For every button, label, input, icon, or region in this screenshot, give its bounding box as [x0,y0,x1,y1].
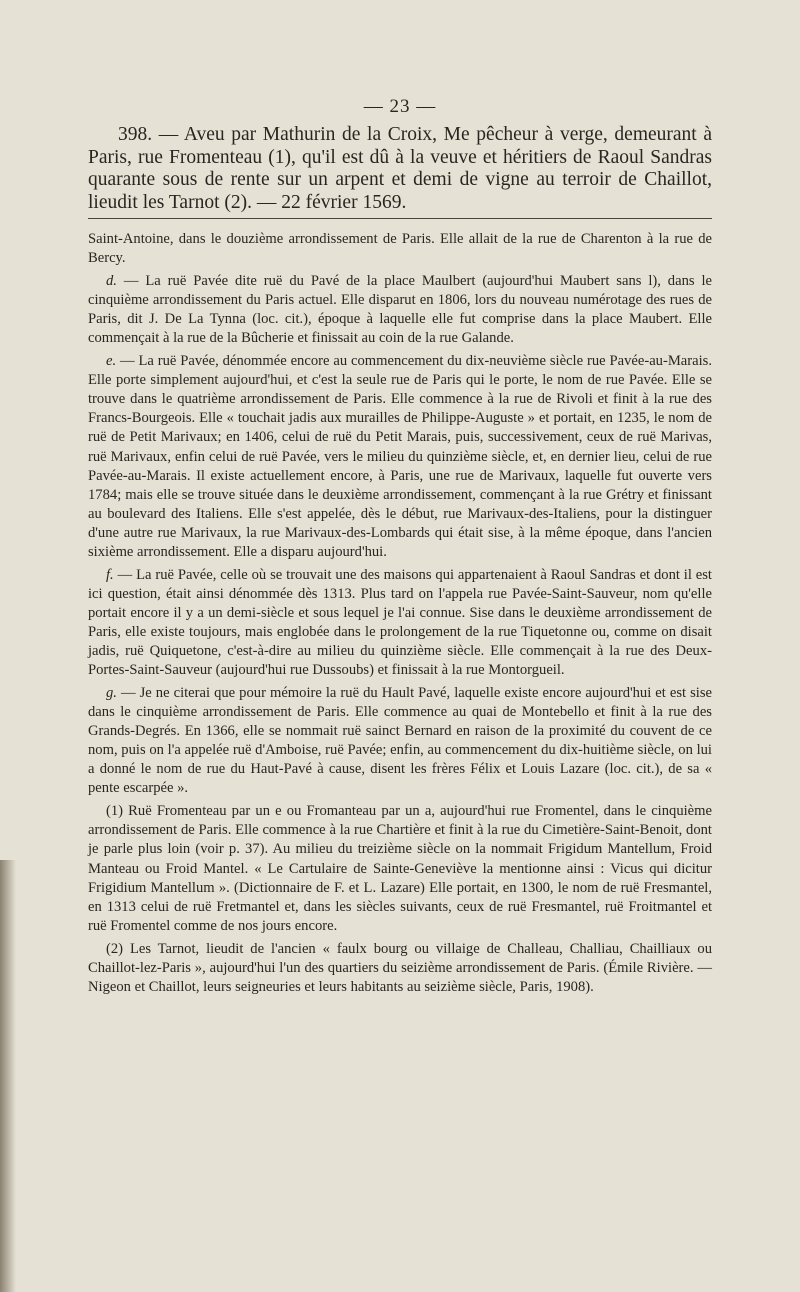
footnote-text: — La ruë Pavée, dénommée encore au commencement du dix-neuvième siècle rue Pavée-au-Marais. Elle porte simplement aujourd'hui, et c'est la seule rue de Paris qui le porte, le nom de rue Pavée. Elle se trouve dans le quatrième arrondissement de Paris. Elle commence à la rue de Rivoli et finit à la rue des Francs-Bourgeois. Elle « touchait jadis aux murailles de Philippe-Auguste » et portait, en 1235, le nom de ruë de Petit Marivaux; en 1406, celui de ruë du Petit Marais, puis, successivement, ceux de ruë Marivas, ruë Marivaux, enfin celui de ruë Pavée, vers le milieu du quinzième siècle, et, en dernier lieu, celui de rue Pavée-au-Marais. Il existe actuellement encore, à Paris, une rue de Marivaux, laquelle fut ouverte vers 1784; mais elle se trouve située dans le deuxième arrondissement, commençant à la rue Grétry et finissant au boulevard des Italiens. Elle s'est appelée, dès le début, rue Marivaux-des-Italiens, pour la distinguer d'une autre rue Marivaux, la rue Marivaux-des-Lombards qui était sise, à la même époque, dans l'ancien sixième arrondissement. Elle a disparu aujourd'hui. [88,353,712,560]
page-edge-shadow [0,860,16,1292]
footnote-text: — La ruë Pavée, celle où se trouvait une des maisons qui appartenaient à Raoul Sandras et dont il est ici question, était ainsi dénommée dès 1313. Plus tard on l'appela rue Pavée-Saint-Sauveur, nom qu'elle portait encore il y a un demi-siècle et sous lequel je l'ai connue. Sise dans le deuxième arrondissement de Paris, elle existe toujours, mais englobée dans le prolongement de la rue Tiquetonne ou, comme on disait jadis, ruë Quiquetone, c'est-à-dire au milieu du quinzième siècle. Elle commençait à la rue des Deux-Portes-Saint-Sauveur (aujourd'hui rue Dussoubs) et finissait à la rue Montorgueil. [88,566,712,679]
footnote-continuation [88,230,712,268]
footnote-label: f. [106,566,114,583]
footnote-d [88,272,712,348]
footnote-e [88,352,712,562]
footnote-g [88,684,712,798]
footnote-2 [88,940,712,997]
footnote-text: Saint-Antoine, dans le douzième arrondissement de Paris. Elle allait de la rue de Charenton à la rue de Bercy. [88,231,712,267]
footnote-text: Ruë Fromenteau par un e ou Fromanteau par un a, aujourd'hui rue Fromentel, dans le cinquième arrondissement de Paris. Elle commence à la rue Chartière et finit à la rue du Cimetière-Saint-Benoit, dont je parle plus loin (voir p. 37). Au milieu du treizième siècle on la nommait Frigidum Mantellum, Froid Manteau ou Froid Mantel. « Le Cartulaire de Sainte-Geneviève la mentionne ainsi : Vicus qui dicitur Frigidium Mantellum ». (Dictionnaire de F. et L. Lazare) Elle portait, en 1300, le nom de ruë Fresmantel, en 1313 celui de ruë Fretmantel et, dans les siècles suivants, ceux de ruë Fresmantel, ruë Froitmantel et ruë Fromentel comme de nos jours encore. [88,803,712,934]
footnote-text: — La ruë Pavée dite ruë du Pavé de la place Maulbert (aujourd'hui Maubert sans l), dans le cinquième arrondissement du Paris actuel. Elle disparut en 1806, lors du nouveau numérotage des rues de Paris, dit J. De La Tynna (loc. cit.), époque à laquelle elle fut comprise dans la place Maubert. Elle commençait à la rue de la Bûcherie et finissait au coin de la rue Galande. [88,273,713,347]
footnote-label: g. [106,685,117,702]
page-number: — 23 — [363,96,437,117]
footnote-separator [88,218,712,219]
footnote-label: (1) [106,803,124,820]
footnote-label: e. [106,353,117,370]
footnote-f [88,566,712,680]
footnote-text: — Je ne citerai que pour mémoire la ruë du Hault Pavé, laquelle existe encore aujourd'hui et est sise dans le cinquième arrondissement de Paris. Elle commence au quai de Montebello et finit à la rue des Grands-Degrés. En 1366, elle se nommait ruë sainct Bernard en raison de la proximité du couvent de ce nom, puis on l'a appelée ruë d'Amboise, ruë Pavée; enfin, au commencement du dix-huitième siècle, on lui a donné le nom de rue du Haut-Pavé à cause, disent les frères Félix et Louis Lazare (loc. cit.), de sa « pente escarpée ». [88,685,712,797]
footnote-label: (2) [106,940,124,957]
footnote-text: Les Tarnot, lieudit de l'ancien « faulx bourg ou villaige de Challeau, Challiau, Chailliaux ou Chaillot-lez-Paris », aujourd'hui l'un des quartiers du seizième arrondissement de Paris. (Émile Rivière. — Nigeon et Chaillot, leurs seigneuries et leurs habitants au seizième siècle, Paris, 1908). [88,940,712,995]
footnote-label: d. [106,273,117,290]
footnote-1 [88,802,712,935]
document-entry-398: 398. — Aveu par Mathurin de la Croix, Me pêcheur à verge, demeurant à Paris, rue Fromenteau (1), qu'il est dû à la veuve et héritiers de Raoul Sandras quarante sous de rente sur un arpent et demi de vigne au terroir de Chaillot, lieudit les Tarnot (2). — 22 février 1569. [88,124,712,213]
footnotes [88,230,712,997]
